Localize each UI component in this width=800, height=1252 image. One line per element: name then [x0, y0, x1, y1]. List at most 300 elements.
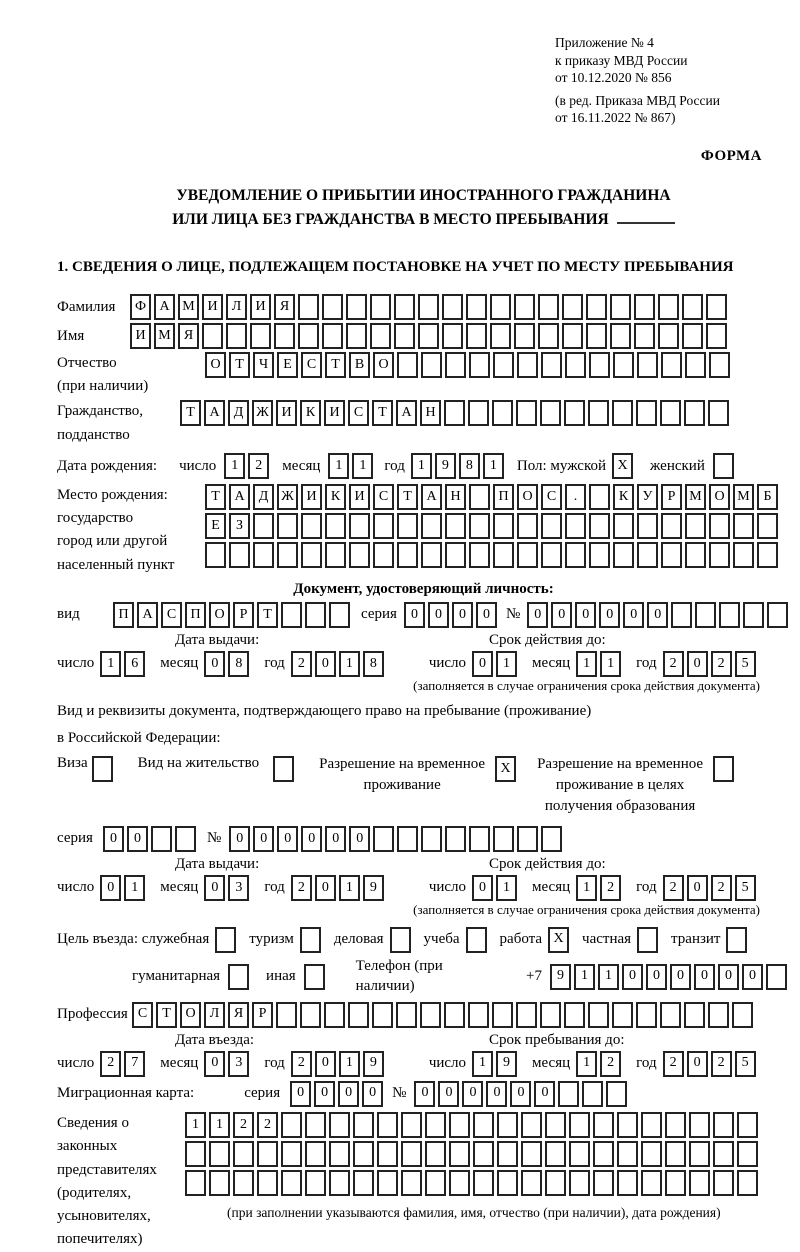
char-cell[interactable] [281, 602, 302, 628]
char-cell[interactable] [421, 826, 442, 852]
char-cell[interactable]: Я [228, 1002, 249, 1028]
char-cell[interactable] [589, 542, 610, 568]
char-cell[interactable]: 2 [711, 875, 732, 901]
char-cell[interactable] [685, 513, 706, 539]
char-cell[interactable]: П [493, 484, 514, 510]
char-cell[interactable] [348, 1002, 369, 1028]
char-cell[interactable]: И [301, 484, 322, 510]
char-cell[interactable]: 0 [694, 964, 715, 990]
char-cell[interactable]: Т [205, 484, 226, 510]
char-cell[interactable]: 0 [204, 1051, 225, 1077]
char-cell[interactable] [394, 323, 415, 349]
char-cell[interactable] [767, 602, 788, 628]
char-cell[interactable] [209, 1170, 230, 1196]
char-cell[interactable]: Р [661, 484, 682, 510]
char-cell[interactable] [586, 323, 607, 349]
char-cell[interactable] [469, 542, 490, 568]
char-cell[interactable] [612, 1002, 633, 1028]
char-cell[interactable] [610, 294, 631, 320]
char-cell[interactable] [517, 352, 538, 378]
char-cell[interactable] [545, 1141, 566, 1167]
char-cell[interactable] [185, 1141, 206, 1167]
char-cell[interactable]: 0 [472, 875, 493, 901]
char-cell[interactable] [373, 826, 394, 852]
char-cell[interactable]: У [637, 484, 658, 510]
char-cell[interactable]: 5 [735, 1051, 756, 1077]
char-cell[interactable]: Н [420, 400, 441, 426]
char-cell[interactable]: 0 [670, 964, 691, 990]
char-cell[interactable]: А [204, 400, 225, 426]
char-cell[interactable]: И [349, 484, 370, 510]
char-cell[interactable] [401, 1170, 422, 1196]
char-cell[interactable] [610, 323, 631, 349]
char-cell[interactable]: 0 [687, 875, 708, 901]
char-cell[interactable] [497, 1141, 518, 1167]
char-cell[interactable] [589, 484, 610, 510]
char-cell[interactable] [732, 1002, 753, 1028]
char-cell[interactable]: 0 [575, 602, 596, 628]
char-cell[interactable] [253, 542, 274, 568]
char-cell[interactable] [449, 1112, 470, 1138]
char-cell[interactable] [586, 294, 607, 320]
char-cell[interactable] [593, 1141, 614, 1167]
char-cell[interactable] [641, 1141, 662, 1167]
char-cell[interactable]: 1 [339, 1051, 360, 1077]
char-cell[interactable]: А [229, 484, 250, 510]
char-cell[interactable] [588, 400, 609, 426]
char-cell[interactable] [300, 927, 321, 953]
char-cell[interactable] [514, 294, 535, 320]
char-cell[interactable] [473, 1141, 494, 1167]
char-cell[interactable]: Т [325, 352, 346, 378]
char-cell[interactable] [205, 542, 226, 568]
char-cell[interactable] [706, 294, 727, 320]
char-cell[interactable]: 1 [496, 875, 517, 901]
char-cell[interactable] [473, 1112, 494, 1138]
char-cell[interactable]: 6 [124, 651, 145, 677]
char-cell[interactable] [493, 542, 514, 568]
char-cell[interactable]: 3 [228, 875, 249, 901]
char-cell[interactable]: 2 [291, 651, 312, 677]
char-cell[interactable] [541, 826, 562, 852]
char-cell[interactable]: 2 [600, 875, 621, 901]
char-cell[interactable]: Р [233, 602, 254, 628]
char-cell[interactable] [658, 323, 679, 349]
char-cell[interactable] [634, 323, 655, 349]
char-cell[interactable] [564, 1002, 585, 1028]
char-cell[interactable] [641, 1170, 662, 1196]
char-cell[interactable] [468, 1002, 489, 1028]
char-cell[interactable] [151, 826, 172, 852]
char-cell[interactable] [301, 542, 322, 568]
char-cell[interactable]: 9 [363, 1051, 384, 1077]
char-cell[interactable]: 0 [599, 602, 620, 628]
char-cell[interactable] [517, 513, 538, 539]
char-cell[interactable] [449, 1141, 470, 1167]
char-cell[interactable] [517, 826, 538, 852]
char-cell[interactable] [298, 294, 319, 320]
char-cell[interactable]: 1 [483, 453, 504, 479]
char-cell[interactable]: С [541, 484, 562, 510]
char-cell[interactable]: П [113, 602, 134, 628]
char-cell[interactable]: Н [445, 484, 466, 510]
char-cell[interactable]: И [130, 323, 151, 349]
char-cell[interactable] [229, 542, 250, 568]
char-cell[interactable]: Т [372, 400, 393, 426]
char-cell[interactable] [709, 513, 730, 539]
char-cell[interactable]: 5 [735, 875, 756, 901]
char-cell[interactable]: 9 [435, 453, 456, 479]
char-cell[interactable]: 2 [711, 1051, 732, 1077]
char-cell[interactable] [641, 1112, 662, 1138]
char-cell[interactable]: 9 [496, 1051, 517, 1077]
char-cell[interactable] [517, 542, 538, 568]
char-cell[interactable] [637, 927, 658, 953]
char-cell[interactable] [685, 542, 706, 568]
char-cell[interactable]: 0 [527, 602, 548, 628]
char-cell[interactable] [733, 542, 754, 568]
char-cell[interactable]: О [205, 352, 226, 378]
char-cell[interactable]: 1 [472, 1051, 493, 1077]
char-cell[interactable] [516, 400, 537, 426]
char-cell[interactable]: З [229, 513, 250, 539]
char-cell[interactable] [469, 484, 490, 510]
char-cell[interactable]: Е [277, 352, 298, 378]
char-cell[interactable] [215, 927, 236, 953]
char-cell[interactable] [322, 323, 343, 349]
char-cell[interactable] [370, 323, 391, 349]
char-cell[interactable] [373, 513, 394, 539]
char-cell[interactable] [558, 1081, 579, 1107]
char-cell[interactable] [492, 400, 513, 426]
char-cell[interactable]: 1 [328, 453, 349, 479]
char-cell[interactable] [469, 352, 490, 378]
char-cell[interactable] [390, 927, 411, 953]
char-cell[interactable] [637, 542, 658, 568]
char-cell[interactable]: 2 [663, 1051, 684, 1077]
char-cell[interactable] [492, 1002, 513, 1028]
char-cell[interactable]: М [154, 323, 175, 349]
char-cell[interactable]: 0 [315, 651, 336, 677]
char-cell[interactable] [445, 513, 466, 539]
char-cell[interactable]: И [250, 294, 271, 320]
char-cell[interactable] [298, 323, 319, 349]
char-cell[interactable] [300, 1002, 321, 1028]
char-cell[interactable]: 0 [476, 602, 497, 628]
char-cell[interactable]: 0 [229, 826, 250, 852]
char-cell[interactable] [613, 513, 634, 539]
char-cell[interactable]: 0 [338, 1081, 359, 1107]
char-cell[interactable] [689, 1141, 710, 1167]
char-cell[interactable]: 1 [576, 651, 597, 677]
char-cell[interactable] [617, 1112, 638, 1138]
char-cell[interactable] [468, 400, 489, 426]
char-cell[interactable]: С [373, 484, 394, 510]
char-cell[interactable] [708, 400, 729, 426]
char-cell[interactable] [497, 1170, 518, 1196]
char-cell[interactable] [449, 1170, 470, 1196]
char-cell[interactable]: 2 [663, 875, 684, 901]
char-cell[interactable] [713, 1112, 734, 1138]
char-cell[interactable] [445, 826, 466, 852]
char-cell[interactable] [564, 400, 585, 426]
char-cell[interactable]: Е [205, 513, 226, 539]
char-cell[interactable] [466, 927, 487, 953]
char-cell[interactable]: С [301, 352, 322, 378]
char-cell[interactable] [660, 400, 681, 426]
char-cell[interactable] [442, 323, 463, 349]
char-cell[interactable]: Л [204, 1002, 225, 1028]
char-cell[interactable] [277, 542, 298, 568]
char-cell[interactable] [396, 1002, 417, 1028]
char-cell[interactable] [516, 1002, 537, 1028]
char-cell[interactable]: 0 [204, 875, 225, 901]
char-cell[interactable]: М [685, 484, 706, 510]
char-cell[interactable] [372, 1002, 393, 1028]
char-cell[interactable]: X [548, 927, 569, 953]
char-cell[interactable]: X [612, 453, 633, 479]
char-cell[interactable] [346, 323, 367, 349]
char-cell[interactable]: 0 [687, 1051, 708, 1077]
char-cell[interactable] [521, 1141, 542, 1167]
char-cell[interactable]: 7 [124, 1051, 145, 1077]
char-cell[interactable] [562, 323, 583, 349]
char-cell[interactable] [713, 756, 734, 782]
char-cell[interactable]: 0 [687, 651, 708, 677]
char-cell[interactable] [349, 513, 370, 539]
char-cell[interactable]: 8 [459, 453, 480, 479]
char-cell[interactable] [401, 1141, 422, 1167]
char-cell[interactable] [634, 294, 655, 320]
char-cell[interactable] [661, 513, 682, 539]
char-cell[interactable] [617, 1170, 638, 1196]
char-cell[interactable] [349, 542, 370, 568]
char-cell[interactable] [305, 602, 326, 628]
char-cell[interactable]: 9 [550, 964, 571, 990]
char-cell[interactable] [445, 352, 466, 378]
char-cell[interactable] [766, 964, 787, 990]
char-cell[interactable] [469, 513, 490, 539]
char-cell[interactable]: Ч [253, 352, 274, 378]
char-cell[interactable]: 0 [414, 1081, 435, 1107]
char-cell[interactable]: О [709, 484, 730, 510]
char-cell[interactable]: 2 [248, 453, 269, 479]
char-cell[interactable] [538, 294, 559, 320]
char-cell[interactable] [305, 1170, 326, 1196]
char-cell[interactable]: И [324, 400, 345, 426]
char-cell[interactable] [377, 1112, 398, 1138]
char-cell[interactable] [612, 400, 633, 426]
char-cell[interactable]: Д [228, 400, 249, 426]
char-cell[interactable]: Ж [277, 484, 298, 510]
char-cell[interactable] [589, 352, 610, 378]
char-cell[interactable] [562, 294, 583, 320]
char-cell[interactable]: 0 [325, 826, 346, 852]
char-cell[interactable]: 0 [534, 1081, 555, 1107]
char-cell[interactable]: 0 [362, 1081, 383, 1107]
char-cell[interactable]: 0 [204, 651, 225, 677]
char-cell[interactable]: 1 [209, 1112, 230, 1138]
char-cell[interactable] [301, 513, 322, 539]
char-cell[interactable] [541, 513, 562, 539]
char-cell[interactable]: 1 [224, 453, 245, 479]
char-cell[interactable] [545, 1170, 566, 1196]
char-cell[interactable] [706, 323, 727, 349]
char-cell[interactable] [606, 1081, 627, 1107]
char-cell[interactable]: 0 [462, 1081, 483, 1107]
char-cell[interactable]: В [349, 352, 370, 378]
char-cell[interactable] [569, 1170, 590, 1196]
char-cell[interactable]: 1 [576, 1051, 597, 1077]
char-cell[interactable]: 0 [314, 1081, 335, 1107]
char-cell[interactable]: А [421, 484, 442, 510]
char-cell[interactable] [92, 756, 113, 782]
char-cell[interactable] [521, 1170, 542, 1196]
char-cell[interactable]: 0 [647, 602, 668, 628]
char-cell[interactable]: С [132, 1002, 153, 1028]
char-cell[interactable] [671, 602, 692, 628]
char-cell[interactable] [329, 1141, 350, 1167]
char-cell[interactable]: М [178, 294, 199, 320]
char-cell[interactable] [682, 294, 703, 320]
char-cell[interactable] [325, 542, 346, 568]
char-cell[interactable] [257, 1170, 278, 1196]
char-cell[interactable]: Т [229, 352, 250, 378]
char-cell[interactable] [689, 1112, 710, 1138]
char-cell[interactable] [593, 1112, 614, 1138]
char-cell[interactable] [397, 513, 418, 539]
char-cell[interactable] [305, 1112, 326, 1138]
char-cell[interactable] [665, 1141, 686, 1167]
char-cell[interactable] [466, 323, 487, 349]
char-cell[interactable] [418, 323, 439, 349]
char-cell[interactable]: 0 [742, 964, 763, 990]
char-cell[interactable] [665, 1170, 686, 1196]
char-cell[interactable]: 2 [291, 875, 312, 901]
char-cell[interactable] [684, 400, 705, 426]
char-cell[interactable] [695, 602, 716, 628]
char-cell[interactable] [582, 1081, 603, 1107]
char-cell[interactable] [397, 352, 418, 378]
char-cell[interactable]: 2 [233, 1112, 254, 1138]
char-cell[interactable] [757, 542, 778, 568]
char-cell[interactable] [709, 352, 730, 378]
char-cell[interactable]: О [373, 352, 394, 378]
char-cell[interactable] [709, 542, 730, 568]
char-cell[interactable] [466, 294, 487, 320]
char-cell[interactable] [209, 1141, 230, 1167]
char-cell[interactable] [757, 513, 778, 539]
char-cell[interactable] [329, 1112, 350, 1138]
char-cell[interactable] [469, 826, 490, 852]
char-cell[interactable] [281, 1112, 302, 1138]
char-cell[interactable] [545, 1112, 566, 1138]
char-cell[interactable]: 1 [352, 453, 373, 479]
char-cell[interactable] [442, 294, 463, 320]
char-cell[interactable]: 0 [404, 602, 425, 628]
char-cell[interactable]: 0 [127, 826, 148, 852]
char-cell[interactable] [541, 542, 562, 568]
char-cell[interactable]: С [348, 400, 369, 426]
char-cell[interactable] [346, 294, 367, 320]
char-cell[interactable]: Ф [130, 294, 151, 320]
char-cell[interactable] [540, 400, 561, 426]
char-cell[interactable]: 9 [363, 875, 384, 901]
char-cell[interactable]: Т [397, 484, 418, 510]
char-cell[interactable] [565, 352, 586, 378]
char-cell[interactable]: 2 [257, 1112, 278, 1138]
char-cell[interactable] [490, 323, 511, 349]
char-cell[interactable] [250, 323, 271, 349]
char-cell[interactable] [521, 1112, 542, 1138]
char-cell[interactable]: 0 [315, 1051, 336, 1077]
char-cell[interactable]: 0 [290, 1081, 311, 1107]
char-cell[interactable]: Р [252, 1002, 273, 1028]
char-cell[interactable] [733, 513, 754, 539]
char-cell[interactable] [397, 542, 418, 568]
char-cell[interactable]: 1 [185, 1112, 206, 1138]
char-cell[interactable]: 2 [600, 1051, 621, 1077]
char-cell[interactable]: . [565, 484, 586, 510]
char-cell[interactable]: Т [180, 400, 201, 426]
char-cell[interactable] [226, 323, 247, 349]
char-cell[interactable]: Д [253, 484, 274, 510]
char-cell[interactable] [593, 1170, 614, 1196]
char-cell[interactable]: 5 [735, 651, 756, 677]
char-cell[interactable]: 8 [228, 651, 249, 677]
char-cell[interactable] [493, 352, 514, 378]
char-cell[interactable] [589, 513, 610, 539]
char-cell[interactable] [421, 513, 442, 539]
char-cell[interactable] [421, 352, 442, 378]
char-cell[interactable] [420, 1002, 441, 1028]
char-cell[interactable]: 0 [452, 602, 473, 628]
char-cell[interactable] [565, 542, 586, 568]
char-cell[interactable]: 0 [510, 1081, 531, 1107]
char-cell[interactable] [737, 1141, 758, 1167]
char-cell[interactable]: 2 [100, 1051, 121, 1077]
char-cell[interactable]: 1 [339, 875, 360, 901]
char-cell[interactable] [377, 1170, 398, 1196]
char-cell[interactable]: 0 [646, 964, 667, 990]
char-cell[interactable] [613, 352, 634, 378]
char-cell[interactable]: Б [757, 484, 778, 510]
char-cell[interactable] [726, 927, 747, 953]
char-cell[interactable]: 1 [574, 964, 595, 990]
char-cell[interactable]: 0 [277, 826, 298, 852]
char-cell[interactable]: А [396, 400, 417, 426]
char-cell[interactable]: И [276, 400, 297, 426]
char-cell[interactable] [636, 1002, 657, 1028]
char-cell[interactable] [202, 323, 223, 349]
char-cell[interactable] [445, 542, 466, 568]
char-cell[interactable] [329, 1170, 350, 1196]
char-cell[interactable] [493, 513, 514, 539]
char-cell[interactable]: 0 [438, 1081, 459, 1107]
char-cell[interactable] [685, 352, 706, 378]
char-cell[interactable] [636, 400, 657, 426]
char-cell[interactable]: 1 [411, 453, 432, 479]
char-cell[interactable] [497, 1112, 518, 1138]
char-cell[interactable] [353, 1170, 374, 1196]
char-cell[interactable] [277, 513, 298, 539]
char-cell[interactable]: 1 [339, 651, 360, 677]
char-cell[interactable] [401, 1112, 422, 1138]
char-cell[interactable]: 2 [291, 1051, 312, 1077]
char-cell[interactable] [719, 602, 740, 628]
char-cell[interactable] [493, 826, 514, 852]
char-cell[interactable] [565, 513, 586, 539]
